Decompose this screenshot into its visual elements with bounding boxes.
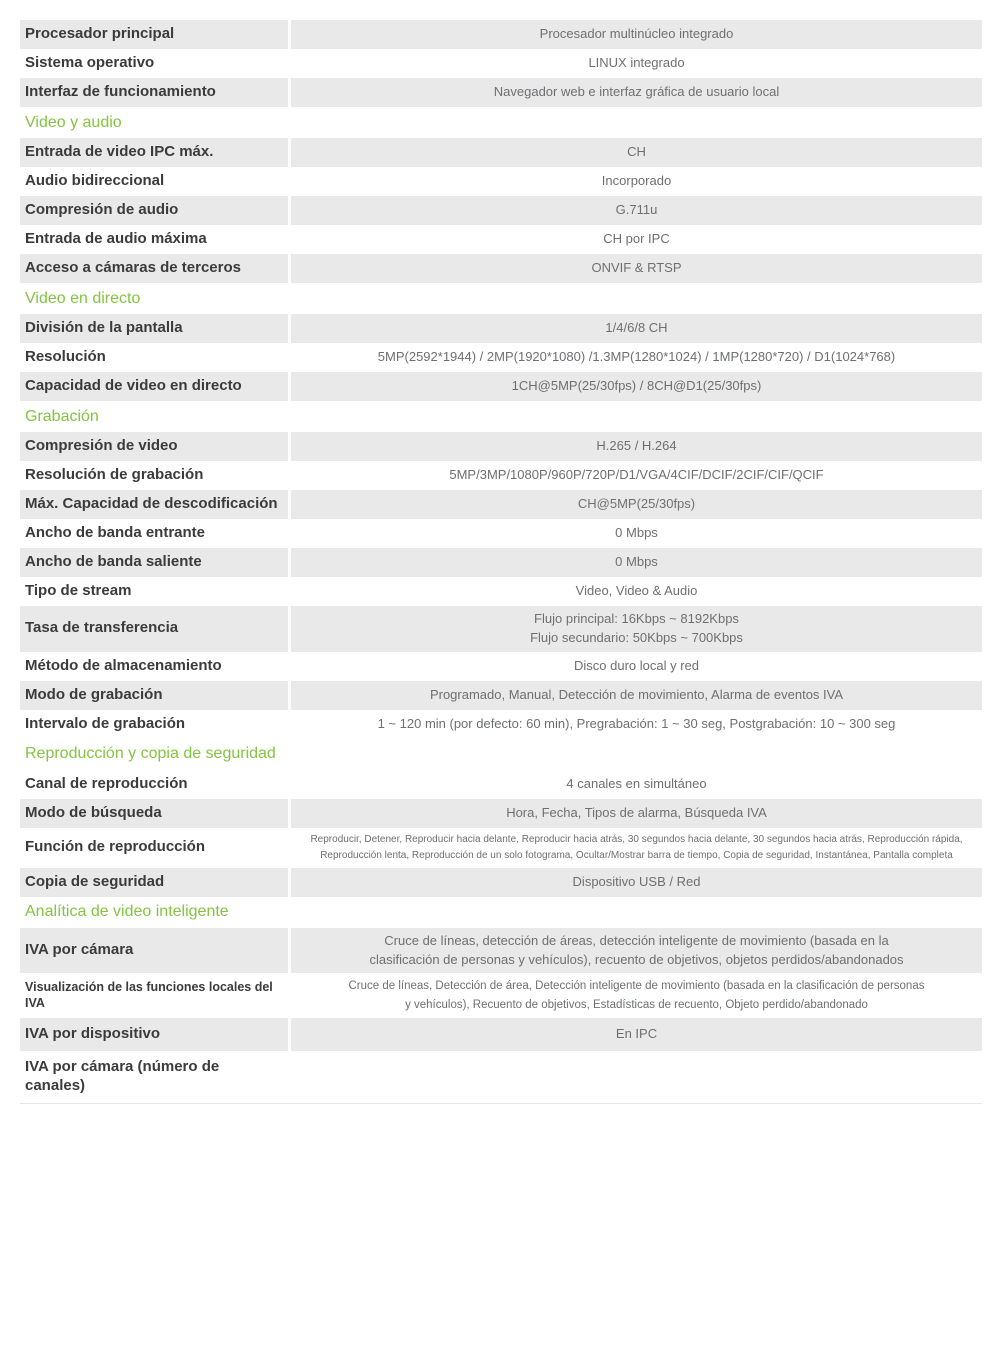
spec-value: [291, 225, 982, 254]
spec-label: Copia de seguridad: [20, 868, 288, 897]
spec-value-line: Cruce de líneas, Detección de área, Detección inteligente de movimiento (basada en la clasificación de personas: [348, 980, 925, 993]
spec-label: Compresión de video: [20, 432, 288, 461]
spec-value: [291, 799, 982, 828]
spec-value: [291, 548, 982, 577]
spec-value-line: Incorporado: [601, 173, 672, 189]
spec-value: [291, 928, 982, 974]
table-row: [20, 828, 982, 868]
table-row: [20, 577, 982, 606]
spec-value: [291, 49, 982, 78]
spec-label: IVA por dispositivo: [20, 1018, 288, 1051]
table-row: [20, 196, 982, 225]
spec-value: [291, 519, 982, 548]
spec-label: Compresión de audio: [20, 196, 288, 225]
table-row: [20, 799, 982, 828]
spec-value-line: Procesador multinúcleo integrado: [539, 26, 734, 42]
spec-label: Sistema operativo: [20, 49, 288, 78]
table-row: [20, 928, 982, 974]
spec-value: [291, 973, 982, 1018]
spec-value-line: CH@5MP(25/30fps): [577, 496, 696, 512]
spec-label: Ancho de banda entrante: [20, 519, 288, 548]
spec-value-line: CH: [627, 144, 646, 160]
table-row: [20, 167, 982, 196]
table-row: [20, 372, 982, 401]
spec-value-line: G.711u: [615, 202, 658, 218]
spec-value: [291, 606, 982, 652]
spec-value-line: Flujo principal: 16Kbps ~ 8192Kbps: [534, 611, 739, 626]
spec-value-line: Dispositivo USB / Red: [572, 873, 701, 889]
spec-value-line: Cruce de líneas, detección de áreas, detección inteligente de movimiento (basada en la: [384, 932, 889, 948]
section-header: Reproducción y copia de seguridad: [20, 739, 982, 770]
spec-label: Entrada de video IPC máx.: [20, 138, 288, 167]
spec-value-line: H.265 / H.264: [596, 438, 677, 454]
spec-value-line: 0 Mbps: [615, 554, 658, 570]
spec-value-line: Disco duro local y red: [574, 657, 699, 673]
spec-value: [291, 432, 982, 461]
spec-label: Acceso a cámaras de terceros: [20, 254, 288, 283]
spec-value: [291, 490, 982, 519]
section-header: Grabación: [20, 401, 982, 432]
spec-value-line: En IPC: [615, 1026, 658, 1042]
spec-value-line: Navegador web e interfaz gráfica de usuario local: [493, 84, 780, 100]
table-row: [20, 20, 982, 49]
spec-label: IVA por cámara: [20, 928, 288, 974]
table-row: [20, 49, 982, 78]
spec-value: [291, 681, 982, 710]
spec-value: [291, 138, 982, 167]
table-row: [20, 225, 982, 254]
table-row: [20, 138, 982, 167]
spec-value-line: 5MP/3MP/1080P/960P/720P/D1/VGA/4CIF/DCIF/2CIF/CIF/QCIF: [449, 467, 824, 483]
spec-label: División de la pantalla: [20, 314, 288, 343]
spec-value-line: 1 ~ 120 min (por defecto: 60 min), Pregrabación: 1 ~ 30 seg, Postgrabación: 10 ~ 300 seg: [377, 715, 896, 731]
spec-label: Entrada de audio máxima: [20, 225, 288, 254]
spec-value: [291, 343, 982, 372]
table-row: [20, 770, 982, 799]
spec-label: Modo de grabación: [20, 681, 288, 710]
spec-value-line: clasificación de personas y vehículos), recuento de objetivos, objetos perdidos/abandonados: [369, 951, 904, 967]
spec-label: Intervalo de grabación: [20, 710, 288, 739]
spec-value: [291, 828, 982, 868]
spec-label: Visualización de las funciones locales del IVA: [20, 973, 288, 1018]
table-row: [20, 461, 982, 490]
spec-value-line: ONVIF & RTSP: [591, 260, 682, 276]
section-header: Video en directo: [20, 283, 982, 314]
table-row: [20, 606, 982, 652]
spec-label: Tasa de transferencia: [20, 606, 288, 652]
section-header: Analítica de video inteligente: [20, 897, 982, 928]
spec-label: Procesador principal: [20, 20, 288, 49]
spec-value: [291, 710, 982, 739]
spec-value-line: y vehículos), Recuento de objetivos, Estadísticas de recuento, Objeto perdido/abandonado: [405, 998, 868, 1011]
spec-value-line: CH por IPC: [603, 231, 670, 247]
table-row: [20, 548, 982, 577]
spec-value-line: Hora, Fecha, Tipos de alarma, Búsqueda IVA: [506, 804, 767, 820]
spec-value: [291, 196, 982, 225]
table-row: [20, 1018, 982, 1051]
spec-value-line: 1/4/6/8 CH: [605, 320, 668, 336]
spec-value: [291, 652, 982, 681]
table-row: [20, 314, 982, 343]
spec-label: Interfaz de funcionamiento: [20, 78, 288, 107]
spec-value-line: LINUX integrado: [588, 55, 685, 71]
spec-label: Capacidad de video en directo: [20, 372, 288, 401]
spec-value: [291, 372, 982, 401]
table-row: [20, 868, 982, 897]
table-row: [20, 519, 982, 548]
table-row: [20, 78, 982, 107]
spec-label: Resolución: [20, 343, 288, 372]
spec-value: [291, 167, 982, 196]
spec-value-line: Flujo secundario: 50Kbps ~ 700Kbps: [530, 629, 743, 645]
spec-value: [291, 461, 982, 490]
spec-value: [291, 1051, 982, 1103]
spec-label: Función de reproducción: [20, 828, 288, 868]
spec-value: [291, 577, 982, 606]
spec-table: [20, 20, 982, 1104]
table-row: [20, 710, 982, 739]
table-row: [20, 681, 982, 710]
spec-value: [291, 254, 982, 283]
table-row: [20, 432, 982, 461]
spec-value-line: 5MP(2592*1944) / 2MP(1920*1080) /1.3MP(1280*1024) / 1MP(1280*720) / D1(1024*768): [377, 349, 896, 365]
spec-value: [291, 770, 982, 799]
table-row: [20, 652, 982, 681]
spec-value-line: Reproducir, Detener, Reproducir hacia delante, Reproducir hacia atrás, 30 segundos hacia delante, 30 segundos hacia atrás, Reproducción rápida,: [310, 833, 963, 845]
spec-value: [291, 314, 982, 343]
spec-label: Audio bidireccional: [20, 167, 288, 196]
table-row: [20, 1051, 982, 1104]
spec-value-line: Programado, Manual, Detección de movimiento, Alarma de eventos IVA: [429, 686, 844, 702]
spec-label: Máx. Capacidad de descodificación: [20, 490, 288, 519]
spec-label: IVA por cámara (número de canales): [20, 1051, 288, 1103]
spec-label: Tipo de stream: [20, 577, 288, 606]
spec-value: [291, 868, 982, 897]
table-row: [20, 490, 982, 519]
table-row: [20, 343, 982, 372]
spec-value-line: 4 canales en simultáneo: [566, 775, 707, 791]
spec-label: Ancho de banda saliente: [20, 548, 288, 577]
section-header: Video y audio: [20, 107, 982, 138]
table-row: [20, 254, 982, 283]
spec-value-line: Reproducción lenta, Reproducción de un solo fotograma, Ocultar/Mostrar barra de tiempo, Copia de seguridad, Instantánea, Pantalla completa: [320, 849, 953, 861]
spec-value: [291, 78, 982, 107]
spec-value-line: Video, Video & Audio: [575, 583, 698, 599]
table-row: [20, 973, 982, 1018]
spec-value: [291, 1018, 982, 1051]
spec-label: Canal de reproducción: [20, 770, 288, 799]
spec-value-line: 0 Mbps: [615, 525, 658, 541]
spec-label: Resolución de grabación: [20, 461, 288, 490]
spec-label: Método de almacenamiento: [20, 652, 288, 681]
spec-label: Modo de búsqueda: [20, 799, 288, 828]
spec-value-line: 1CH@5MP(25/30fps) / 8CH@D1(25/30fps): [511, 378, 762, 394]
spec-value: [291, 20, 982, 49]
